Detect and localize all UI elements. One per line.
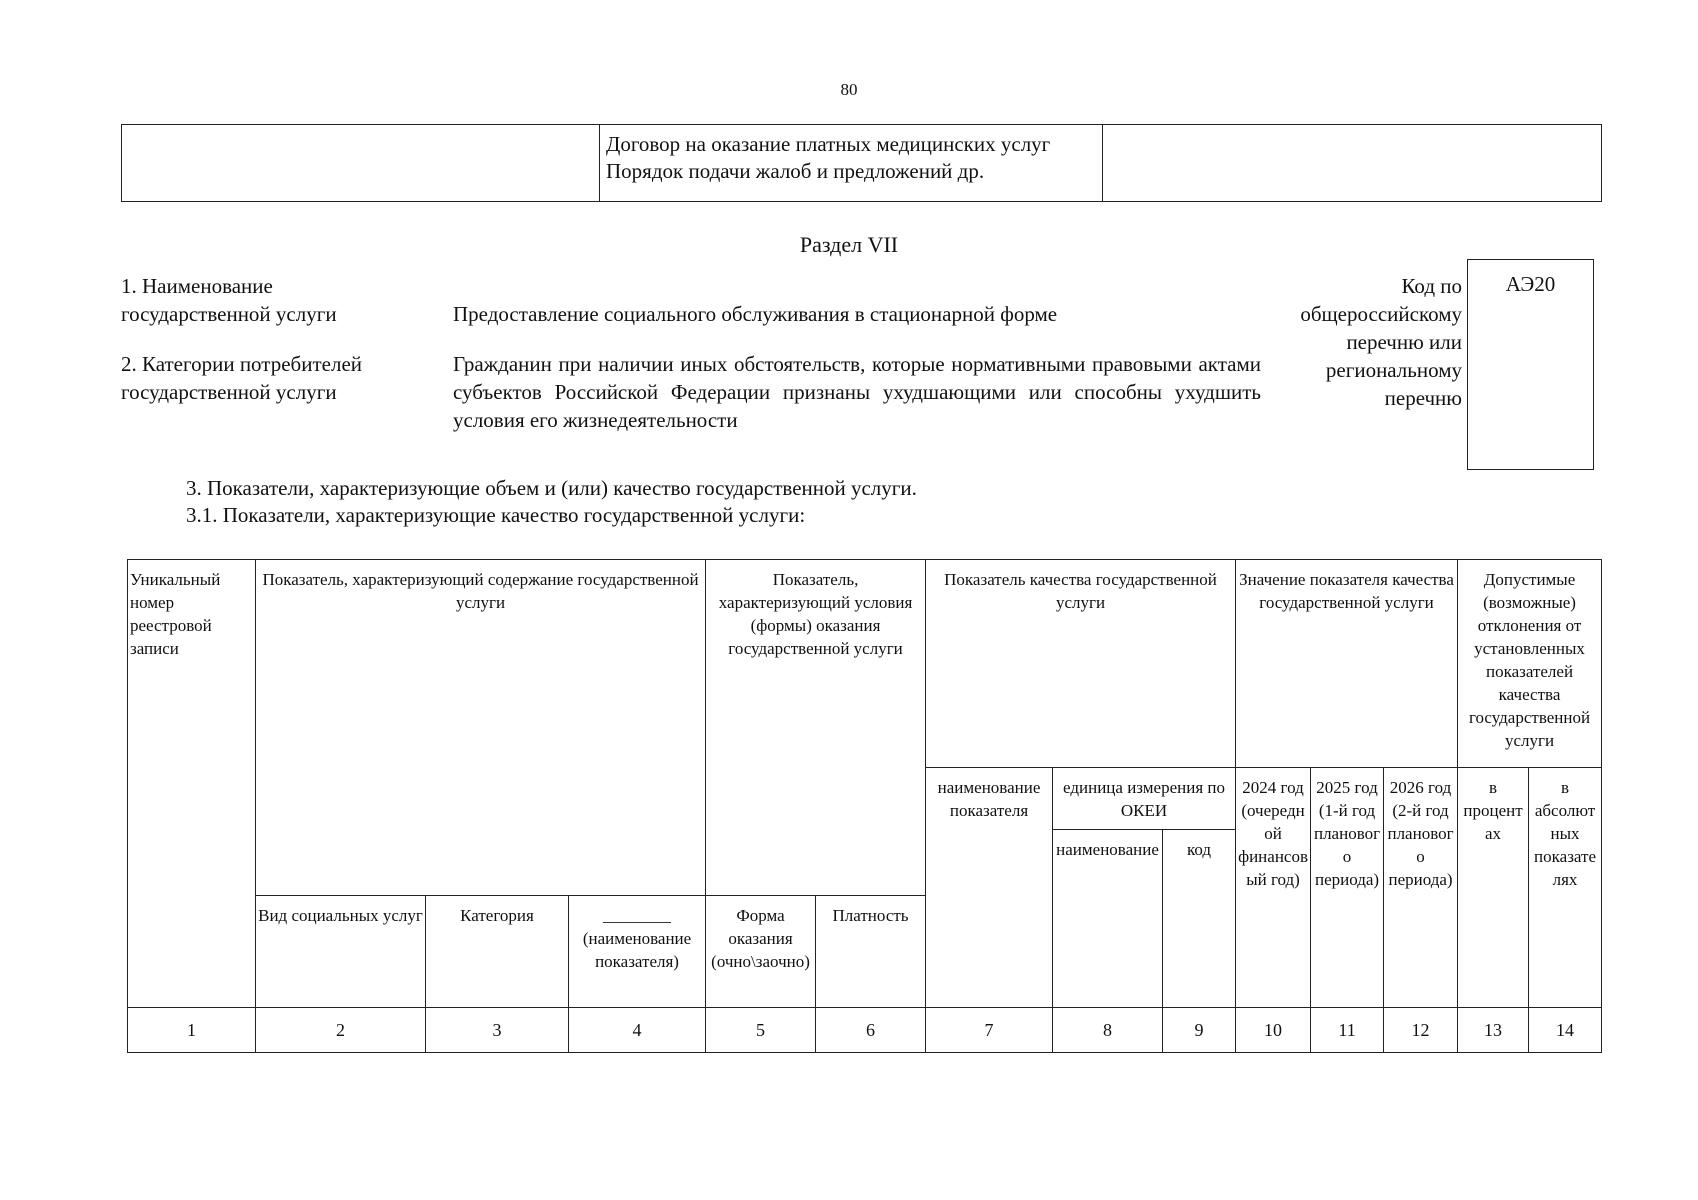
column-number: 3 xyxy=(426,1008,569,1053)
complaints-line: Порядок подачи жалоб и предложений др. xyxy=(606,159,985,183)
header-unit-code: код xyxy=(1163,830,1236,1008)
column-number: 14 xyxy=(1529,1008,1602,1053)
column-number: 8 xyxy=(1053,1008,1163,1053)
header-delivery-form: Форма оказания (очно\заочно) xyxy=(706,896,816,1008)
heading-3: 3. Показатели, характеризующие объем и (или) качество государственной услуги. xyxy=(186,476,917,500)
code-label: Код по общероссийскому перечню или региональному перечню xyxy=(1300,274,1462,410)
header-allowed-deviation: Допустимые (возможные) отклонения от установленных показателей качества государственной услуги xyxy=(1458,560,1602,768)
header-year-2025: 2025 год (1-й год планового периода) xyxy=(1311,768,1384,1008)
table-header-row-1 xyxy=(128,560,1602,768)
header-year-2026: 2026 год (2-й год планового периода) xyxy=(1384,768,1458,1008)
page-number: 80 xyxy=(840,80,858,99)
section-title: Раздел VII xyxy=(799,232,899,257)
header-quality-indicator: Показатель качества государственной услуги xyxy=(926,560,1236,768)
contract-line: Договор на оказание платных медицинских услуг xyxy=(606,132,1051,156)
column-numbers-row xyxy=(128,1008,1602,1053)
continuation-cell-text xyxy=(600,125,1103,202)
column-number: 11 xyxy=(1311,1008,1384,1053)
service-name-label: 1. Наименование государственной услуги xyxy=(121,274,337,326)
column-number: 10 xyxy=(1236,1008,1311,1053)
column-number: 12 xyxy=(1384,1008,1458,1053)
continuation-cell-empty-right xyxy=(1103,125,1602,202)
continuation-cell-empty xyxy=(122,125,600,202)
header-unit-name: наименование xyxy=(1053,830,1163,1008)
heading-3-1: 3.1. Показатели, характеризующие качество государственной услуги: xyxy=(186,503,806,527)
column-number: 9 xyxy=(1163,1008,1236,1053)
header-in-absolute: в абсолютных показателях xyxy=(1529,768,1602,1008)
code-value: АЭ20 xyxy=(1505,272,1556,296)
header-payment: Платность xyxy=(816,896,926,1008)
header-content-indicator: Показатель, характеризующий содержание государственной услуги xyxy=(256,560,706,896)
header-okei-unit: единица измерения по ОКЕИ xyxy=(1053,768,1236,830)
continuation-table xyxy=(121,124,1602,202)
header-indicator-name-placeholder: (наименование показателя) xyxy=(582,929,692,971)
column-number: 4 xyxy=(569,1008,706,1053)
code-box xyxy=(1467,259,1594,470)
header-quality-value: Значение показателя качества государственной услуги xyxy=(1236,560,1458,768)
service-name-value: Предоставление социального обслуживания в стационарной форме xyxy=(453,302,1058,326)
header-unique-number: Уникальный номер реестровой записи xyxy=(128,560,256,1008)
column-number: 1 xyxy=(128,1008,256,1053)
header-in-percent: в процентах xyxy=(1458,768,1529,1008)
column-number: 7 xyxy=(926,1008,1053,1053)
consumer-category-label: 2. Категории потребителей государственной услуги xyxy=(121,352,362,404)
column-number: 5 xyxy=(706,1008,816,1053)
header-conditions-indicator: Показатель, характеризующий условия (формы) оказания государственной услуги xyxy=(706,560,926,896)
header-service-type: Вид социальных услуг xyxy=(256,896,426,1008)
column-number: 13 xyxy=(1458,1008,1529,1053)
column-number: 2 xyxy=(256,1008,426,1053)
column-number: 6 xyxy=(816,1008,926,1053)
header-year-2024: 2024 год (очередной финансовый год) xyxy=(1236,768,1311,1008)
consumer-category-value: Гражданин при наличии иных обстоятельств, которые нормативными правовыми актами субъектов Российской Федерации признаны ухудшающими или способны ухудшить условия его жизнедеятельности xyxy=(453,352,1261,432)
blank-line: ________ xyxy=(603,906,672,925)
header-indicator-blank xyxy=(569,896,706,1008)
header-indicator-name: наименование показателя xyxy=(926,768,1053,1008)
quality-indicators-table xyxy=(127,559,1602,1053)
header-category: Категория xyxy=(426,896,569,1008)
